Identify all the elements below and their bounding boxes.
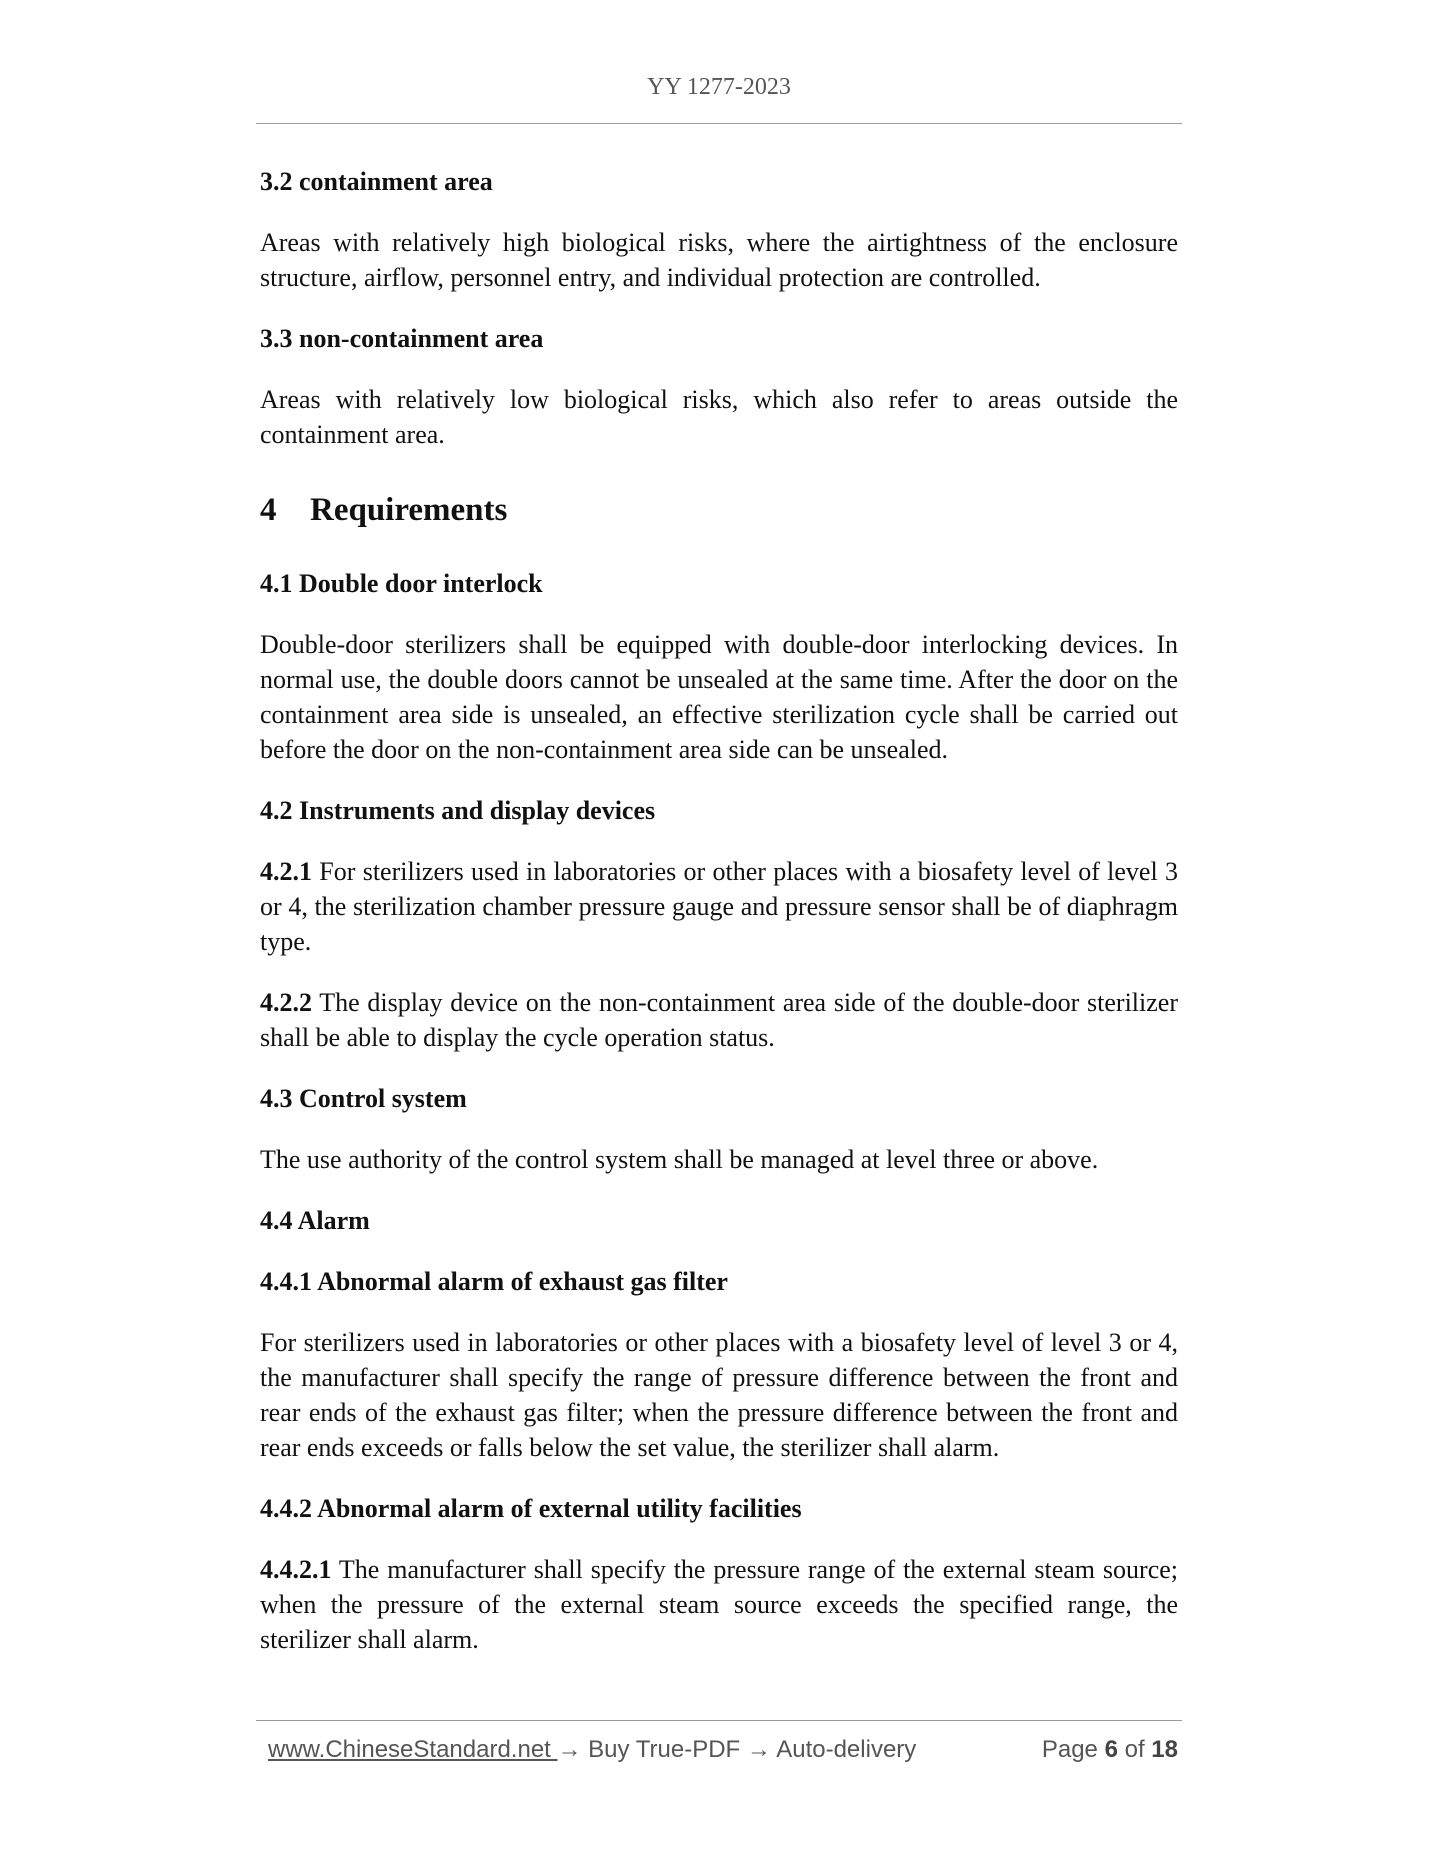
section-4-label: Requirements — [310, 492, 508, 528]
clause-4-2-1-text: For sterilizers used in laboratories or other places with a biosafety level of level 3 or 4, the sterilization chamber pressure gauge and pressure sensor shall be of diaphragm type. — [260, 857, 1178, 956]
page-footer — [268, 1732, 1178, 1768]
clause-4-3-heading: 4.3 Control system — [260, 1084, 467, 1113]
clause-4-4-2-heading: 4.4.2 Abnormal alarm of external utility facilities — [260, 1494, 802, 1523]
clause-4-4-2-1 — [260, 1552, 1178, 1657]
clause-4-2-2-text: The display device on the non-containment area side of the double-door sterilizer shall be able to display the cycle operation status. — [260, 988, 1178, 1052]
page-header: YY 1277-2023 — [647, 74, 791, 100]
document-body — [260, 164, 1178, 1657]
website-link[interactable]: www.ChineseStandard.net — [268, 1736, 558, 1763]
clause-3-2-heading: 3.2 containment area — [260, 167, 493, 196]
page-label: Page — [1041, 1736, 1098, 1763]
header-divider — [256, 123, 1182, 124]
clause-4-4-1-text: For sterilizers used in laboratories or other places with a biosafety level of level 3 or 4, the manufacturer shall specify the range of pressure difference between the front and rear ends of the exhaust gas filter; when the pressure difference between the front and rear ends exceeds or falls below the set value, the sterilizer shall alarm. — [260, 1328, 1178, 1462]
page-current: 6 — [1104, 1736, 1118, 1763]
section-4-title — [260, 488, 1178, 532]
page-total: 18 — [1151, 1736, 1178, 1763]
page-indicator — [1042, 1732, 1178, 1768]
clause-4-2-2 — [260, 985, 1178, 1055]
clause-4-4-1-heading: 4.4.1 Abnormal alarm of exhaust gas filter — [260, 1267, 728, 1296]
clause-3-3-heading: 3.3 non-containment area — [260, 324, 544, 353]
clause-3-2-text: Areas with relatively high biological risks, where the airtightness of the enclosure structure, airflow, personnel entry, and individual protection are controlled. — [260, 228, 1178, 292]
clause-4-2-heading: 4.2 Instruments and display devices — [260, 796, 656, 825]
footer-tagline: → Buy True-PDF → Auto-delivery — [557, 1736, 917, 1763]
clause-4-3-text: The use authority of the control system shall be managed at level three or above. — [260, 1145, 1099, 1174]
clause-4-4-2-1-number: 4.4.2.1 — [260, 1555, 332, 1584]
clause-4-2-1 — [260, 854, 1178, 959]
footer-divider — [256, 1720, 1182, 1721]
section-4-number: 4 — [260, 492, 277, 528]
clause-4-4-heading: 4.4 Alarm — [260, 1206, 370, 1235]
clause-4-1-text: Double-door sterilizers shall be equipped with double-door interlocking devices. In normal use, the double doors cannot be unsealed at the same time. After the door on the containment area side is unsealed, an effective sterilization cycle shall be carried out before the door on the non-containment area side can be unsealed. — [260, 630, 1178, 764]
clause-3-3-text: Areas with relatively low biological risks, which also refer to areas outside the containment area. — [260, 385, 1178, 449]
clause-4-2-1-number: 4.2.1 — [260, 857, 312, 886]
clause-4-2-2-number: 4.2.2 — [260, 988, 312, 1017]
clause-4-4-2-1-text: The manufacturer shall specify the pressure range of the external steam source; when the pressure of the external steam source exceeds the specified range, the sterilizer shall alarm. — [260, 1555, 1178, 1654]
page-of-label: of — [1124, 1736, 1145, 1763]
clause-4-1-heading: 4.1 Double door interlock — [260, 569, 543, 598]
